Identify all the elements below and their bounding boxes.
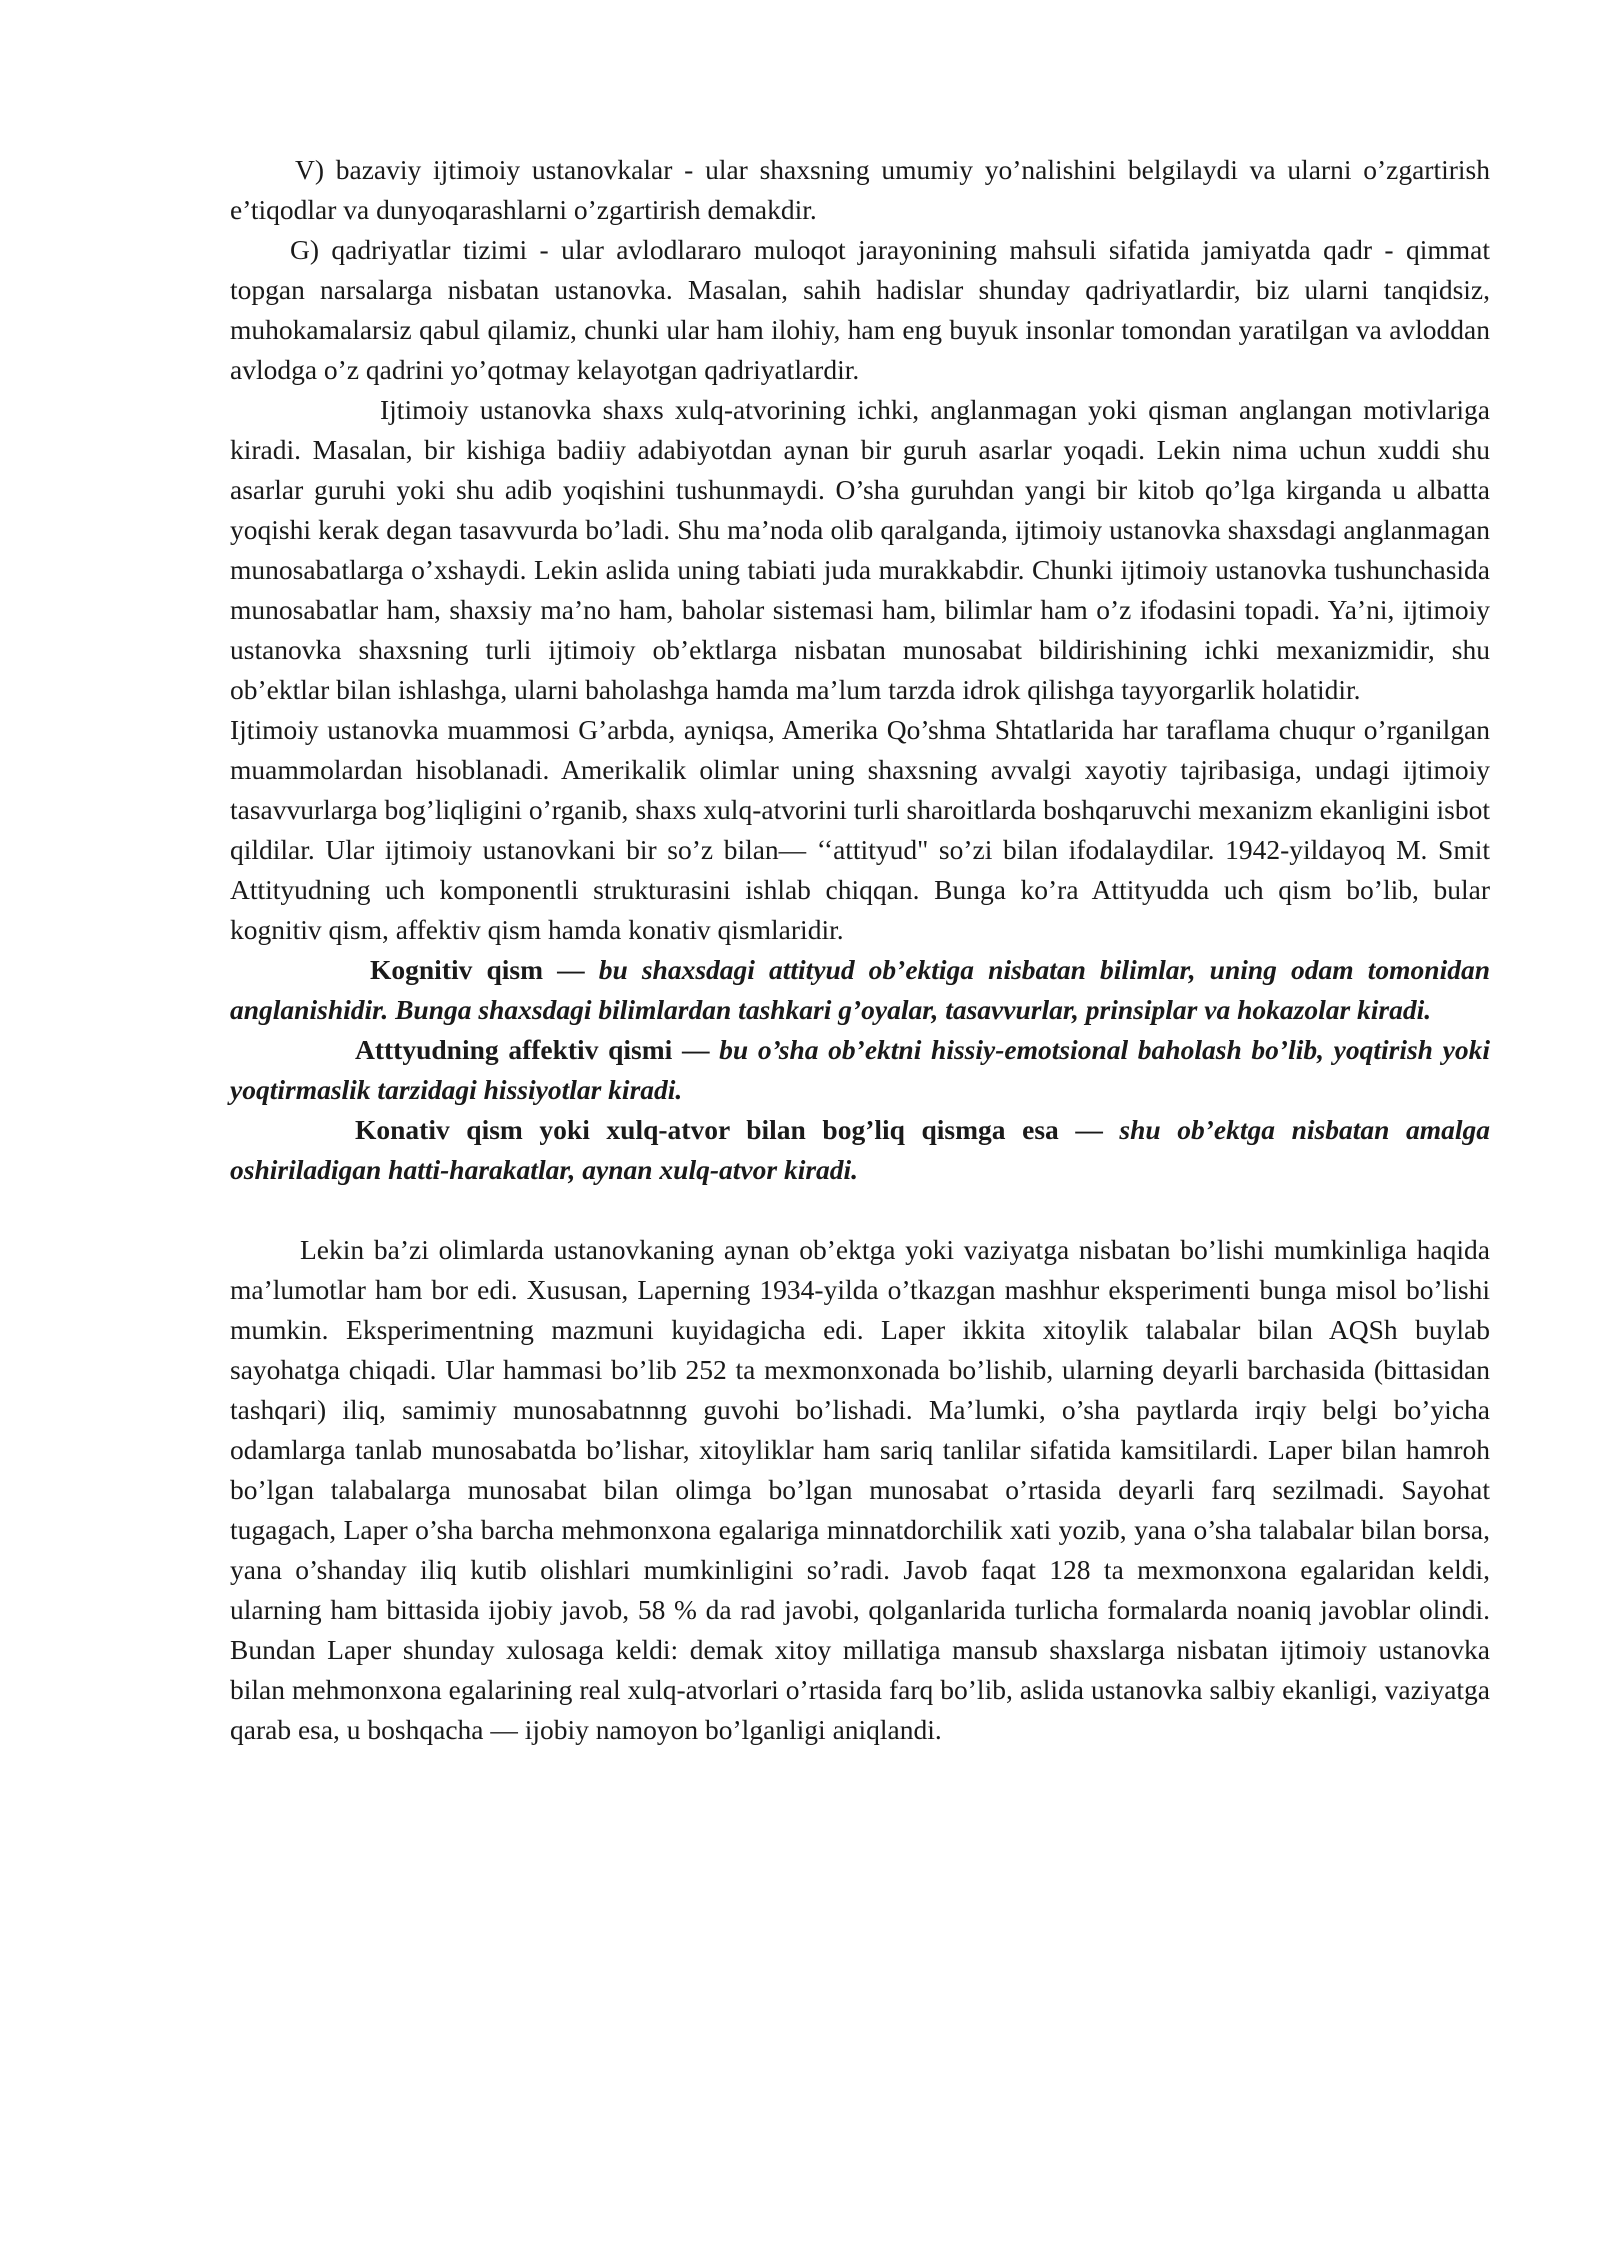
term-affektiv-qism: Atttyudning affektiv qismi — [355, 1034, 710, 1065]
definition-affektiv-qism [230, 1030, 1490, 1110]
paragraph-spacer [230, 1190, 1490, 1230]
paragraph-bazaviy-ustanovkalar: V) bazaviy ijtimoiy ustanovkalar - ular shaxsning umumiy yo’nalishini belgilaydi va ularni o’zgartirish e’tiqodlar va dunyoqarashlarni o’zgartirish demakdir. [230, 154, 1490, 225]
term-konativ-qism: Konativ qism yoki xulq-atvor bilan bog’liq qismga esa — [355, 1114, 1103, 1145]
definition-kognitiv-qism [230, 950, 1490, 1030]
paragraph-attityud-muammosi: Ijtimoiy ustanovka muammosi G’arbda, ayniqsa, Amerika Qo’shma Shtatlarida har taraflama chuqur o’rganilgan muammolardan hisoblanadi. Amerikalik olimlar uning shaxsning avvalgi xayotiy tajribasiga, undagi ijtimoiy tasavvurlarga bog’liqligini o’rganib, shaxs xulq-atvorini turli sharoitlarda boshqaruvchi mexanizm ekanligini isbot qildilar. Ular ijtimoiy ustanovkani bir so’z bilan— ‘‘attityud" so’zi bilan ifodalaydilar. 1942-yildayoq M. Smit Attityudning uch komponentli strukturasini ishlab chiqqan. Bunga ko’ra Attityudda uch qism bo’lib, bular kognitiv qism, affektiv qism hamda konativ qismlaridir. [230, 714, 1490, 945]
definition-text-kognitiv: bu shaxsdagi attityud ob’ektiga nisbatan bilimlar, uning odam tomonidan anglanishidir. Bunga shaxsdagi bilimlardan tashkari g’oyalar, tasavvurlar, prinsiplar va hokazolar kiradi. [230, 954, 1491, 1025]
paragraph-laper-eksperimenti: Lekin ba’zi olimlarda ustanovkaning aynan ob’ektga yoki vaziyatga nisbatan bo’lishi mumkinliga haqida ma’lumotlar ham bor edi. Xususan, Laperning 1934-yilda o’tkazgan mashhur eksperimenti bunga misol bo’lishi mumkin. Eksperimentning mazmuni kuyidagicha edi. Laper ikkita xitoylik talabalar bilan AQSh buylab sayohatga chiqadi. Ular hammasi bo’lib 252 ta mexmonxonada bo’lishib, ularning deyarli barchasida (bittasidan tashqari) iliq, samimiy munosabatnnng guvohi bo’lishadi. Ma’lumki, o’sha paytlarda irqiy belgi bo’yicha odamlarga tanlab munosabatda bo’lishar, xitoyliklar ham sariq tanlilar sifatida kamsitilardi. Laper bilan hamroh bo’lgan talabalarga munosabat bilan olimga bo’lgan munosabat o’rtasida deyarli farq sezilmadi. Sayohat tugagach, Laper o’sha barcha mehmonxona egalariga minnatdorchilik xati yozib, yana o’sha talabalar bilan borsa, yana o’shanday iliq kutib olishlari mumkinligini so’radi. Javob faqat 128 ta mexmonxona egalaridan keldi, ularning ham bittasida ijobiy javob, 58 % da rad javobi, qolganlarida turlicha formalarda noaniq javoblar olindi. Bundan Laper shunday xulosaga keldi: demak xitoy millatiga mansub shaxslarga nisbatan ijtimoiy ustanovka bilan mehmonxona egalarining real xulq-atvorlari o’rtasida farq bo’lib, aslida ustanovka salbiy ekanligi, vaziyatga qarab esa, u boshqacha — ijobiy namoyon bo’lganligi aniqlandi. [230, 1234, 1490, 1745]
document-page [230, 150, 1490, 1750]
definition-text-konativ: shu ob’ektga nisbatan amalga oshiriladigan hatti-harakatlar, aynan xulq-atvor kiradi. [230, 1114, 1491, 1185]
definition-konativ-qism [230, 1110, 1490, 1190]
paragraph-ijtimoiy-ustanovka-motivlar: Ijtimoiy ustanovka shaxs xulq-atvorining ichki, anglanmagan yoki qisman anglangan motivlariga kiradi. Masalan, bir kishiga badiiy adabiyotdan aynan bir guruh asarlar yoqadi. Lekin nima uchun xuddi shu asarlar guruhi yoki shu adib yoqishini tushunmaydi. O’sha guruhdan yangi bir kitob qo’lga kirganda u albatta yoqishi kerak degan tasavvurda bo’ladi. Shu ma’noda olib qaralganda, ijtimoiy ustanovka shaxsdagi anglanmagan munosabatlarga o’xshaydi. Lekin aslida uning tabiati juda murakkabdir. Chunki ijtimoiy ustanovka tushunchasida munosabatlar ham, shaxsiy ma’no ham, baholar sistemasi ham, bilimlar ham o’z ifodasini topadi. Ya’ni, ijtimoiy ustanovka shaxsning turli ijtimoiy ob’ektlarga nisbatan munosabat bildirishining ichki mexanizmidir, shu ob’ektlar bilan ishlashga, ularni baholashga hamda ma’lum tarzda idrok qilishga tayyorgarlik holatidir. [230, 394, 1490, 705]
paragraph-qadriyatlar-tizimi: G) qadriyatlar tizimi - ular avlodlararo muloqot jarayonining mahsuli sifatida jamiyatda qadr - qimmat topgan narsalarga nisbatan ustanovka. Masalan, sahih hadislar shunday qadriyatlardir, biz ularni tanqidsiz, muhokamalarsiz qabul qilamiz, chunki ular ham ilohiy, ham eng buyuk insonlar tomondan yaratilgan va avloddan avlodga o’z qadrini yo’qotmay kelayotgan qadriyatlardir. [230, 234, 1490, 385]
term-kognitiv-qism: Kognitiv qism — [370, 954, 585, 985]
definition-text-affektiv: bu o’sha ob’ektni hissiy-emotsional baholash bo’lib, yoqtirish yoki yoqtirmaslik tarzidagi hissiyotlar kiradi. [230, 1034, 1490, 1105]
